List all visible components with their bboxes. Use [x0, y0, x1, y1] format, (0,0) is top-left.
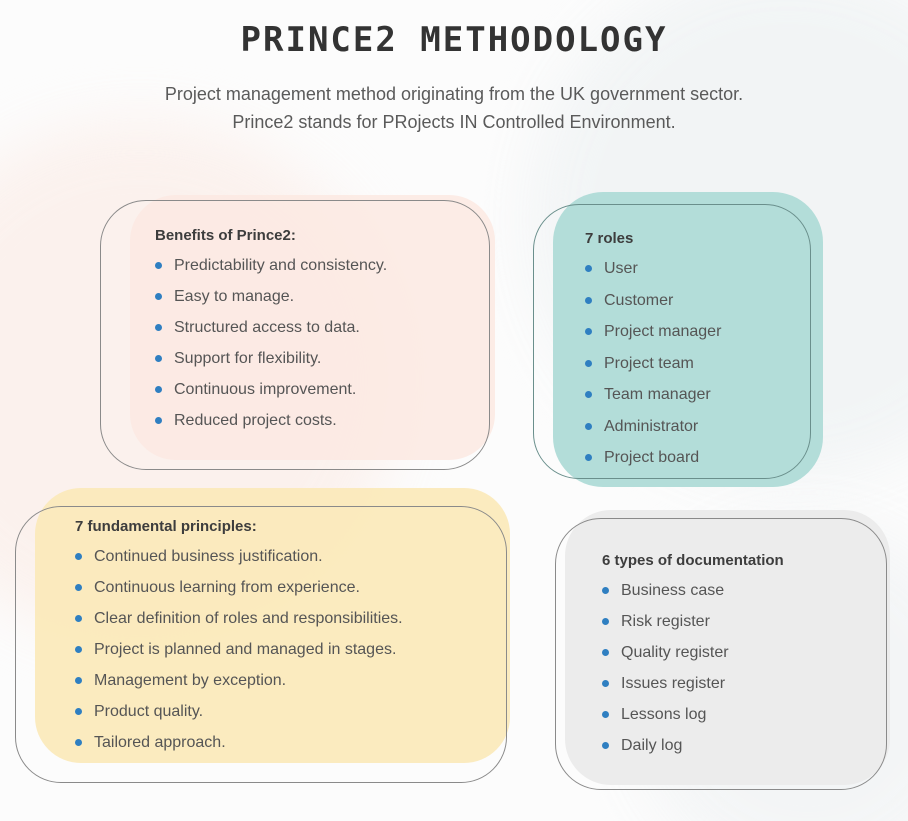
subtitle-line-1: Project management method originating from the UK government sector. — [164, 84, 744, 104]
list-item-text: Project is planned and managed in stages. — [94, 641, 397, 658]
list-item-text: Customer — [604, 291, 674, 309]
list-item-text: Continued business justification. — [94, 548, 323, 565]
benefits-list — [155, 250, 387, 436]
list-item — [75, 541, 403, 572]
list-item-text: Predictability and consistency. — [174, 257, 388, 274]
bullet-icon — [602, 618, 609, 625]
subtitle-line-2: Prince2 stands for PRojects IN Controlled Environment. — [232, 112, 676, 132]
list-item-text: User — [604, 260, 638, 277]
list-item-text: Product quality. — [94, 703, 204, 720]
bullet-icon — [155, 293, 162, 300]
list-item-text: Administrator — [604, 417, 699, 435]
list-item — [602, 730, 784, 761]
list-item-text: Tailored approach. — [94, 734, 226, 751]
list-item — [585, 253, 721, 285]
list-item — [602, 668, 784, 699]
page-subtitle — [0, 80, 908, 136]
list-item — [585, 316, 721, 348]
list-item-text: Support for flexibility. — [174, 350, 322, 367]
list-item-text: Quality register — [621, 644, 729, 661]
list-item — [75, 727, 403, 758]
list-item-text: Management by exception. — [94, 672, 287, 689]
bullet-icon — [585, 454, 592, 461]
documentation-list — [602, 575, 784, 761]
list-item — [155, 405, 387, 436]
card-content — [585, 230, 721, 474]
bullet-icon — [585, 360, 592, 367]
list-item — [585, 348, 721, 380]
bullet-icon — [155, 355, 162, 362]
list-item-text: Continuous learning from experience. — [94, 579, 360, 596]
bullet-icon — [155, 324, 162, 331]
card-content — [75, 518, 403, 758]
list-item — [602, 699, 784, 730]
bullet-icon — [75, 708, 82, 715]
bullet-icon — [602, 587, 609, 594]
card-heading: 7 fundamental principles: — [75, 518, 257, 535]
documentation-card — [555, 510, 890, 790]
list-item-text: Issues register — [621, 675, 726, 692]
list-item — [585, 442, 721, 474]
list-item — [602, 637, 784, 668]
card-content — [155, 227, 387, 436]
list-item-text: Daily log — [621, 737, 683, 754]
list-item — [585, 285, 721, 317]
list-item-text: Project board — [604, 449, 700, 466]
bullet-icon — [585, 423, 592, 430]
bullet-icon — [602, 649, 609, 656]
page-title: PRINCE2 METHODOLOGY — [240, 20, 668, 60]
list-item-text: Lessons log — [621, 706, 707, 723]
list-item — [585, 411, 721, 443]
bullet-icon — [75, 553, 82, 560]
bullet-icon — [75, 646, 82, 653]
bullet-icon — [602, 680, 609, 687]
list-item-text: Project manager — [604, 323, 722, 340]
bullet-icon — [75, 584, 82, 591]
list-item-text: Team manager — [604, 386, 711, 403]
card-content — [602, 552, 784, 761]
bullet-icon — [155, 386, 162, 393]
list-item — [155, 374, 387, 405]
bullet-icon — [75, 739, 82, 746]
bullet-icon — [585, 391, 592, 398]
bullet-icon — [602, 711, 609, 718]
roles-card — [533, 192, 823, 487]
list-item-text: Reduced project costs. — [174, 412, 337, 429]
card-heading: 6 types of documentation — [602, 552, 784, 569]
list-item-text: Easy to manage. — [174, 288, 295, 305]
list-item-text: Structured access to data. — [174, 319, 360, 336]
principles-list — [75, 541, 403, 758]
bullet-icon — [155, 417, 162, 424]
list-item — [75, 696, 403, 727]
list-item — [155, 250, 387, 281]
list-item-text: Clear definition of roles and responsibilities. — [94, 610, 403, 627]
roles-list — [585, 253, 721, 474]
bullet-icon — [602, 742, 609, 749]
list-item-text: Risk register — [621, 613, 710, 630]
list-item — [75, 665, 403, 696]
list-item — [155, 281, 387, 312]
list-item — [75, 634, 403, 665]
bullet-icon — [585, 297, 592, 304]
list-item — [75, 572, 403, 603]
list-item-text: Project team — [604, 354, 694, 372]
bullet-icon — [585, 328, 592, 335]
benefits-card — [100, 195, 495, 470]
principles-card — [15, 488, 510, 783]
list-item — [155, 312, 387, 343]
list-item-text: Business case — [621, 582, 725, 599]
list-item-text: Continuous improvement. — [174, 381, 357, 398]
card-heading: Benefits of Prince2: — [155, 227, 296, 244]
bullet-icon — [585, 265, 592, 272]
list-item — [585, 379, 721, 411]
list-item — [602, 606, 784, 637]
bullet-icon — [75, 615, 82, 622]
list-item — [155, 343, 387, 374]
bullet-icon — [75, 677, 82, 684]
list-item — [602, 575, 784, 606]
bullet-icon — [155, 262, 162, 269]
card-heading: 7 roles — [585, 230, 634, 247]
list-item — [75, 603, 403, 634]
